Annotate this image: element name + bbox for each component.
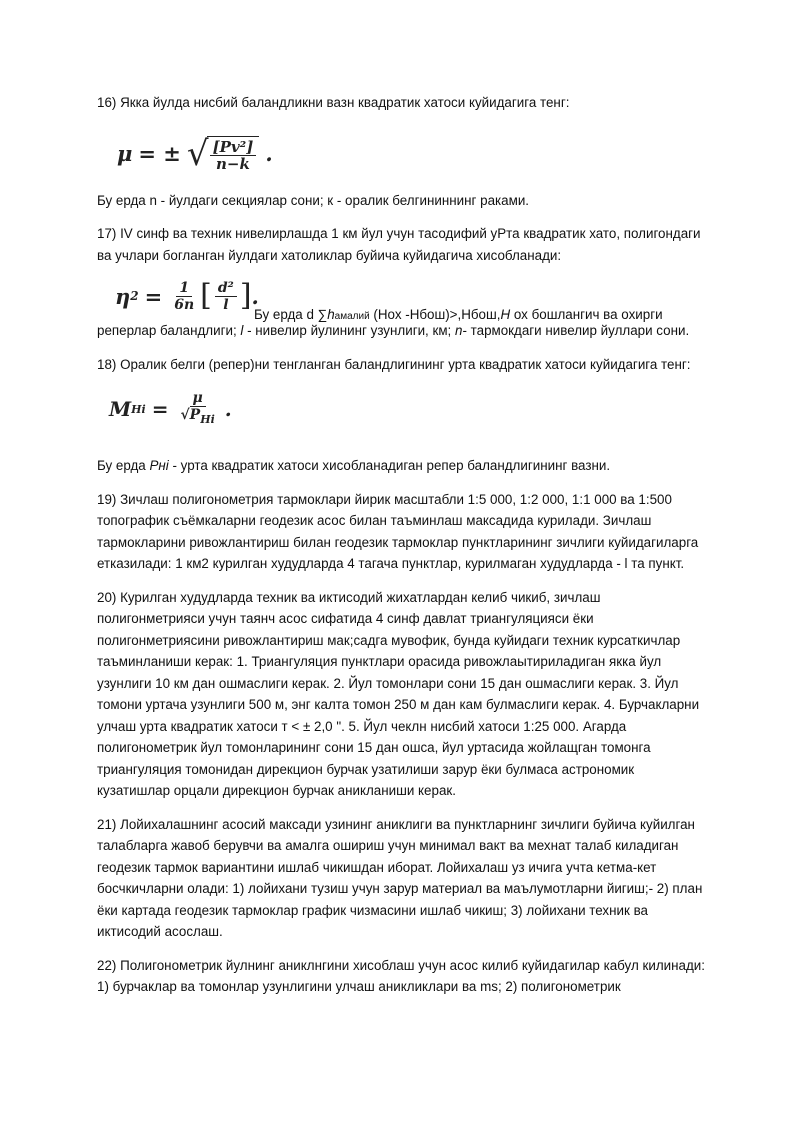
- formula-mhi-eq: =: [151, 397, 169, 421]
- paragraph-16-note: Бу ерда n - йулдаги секциялар сони; к - оралик белгининнинг раками.: [97, 192, 530, 208]
- formula-mu-end: .: [265, 141, 273, 166]
- formula-eta-end: .: [251, 283, 259, 309]
- formula-eta-exp: 2: [130, 289, 139, 303]
- paragraph-22: 22) Полигонометрик йулнинг аниклнгини хисоблаш учун асос килиб куйидагилар кабул килинади: 1) бурчаклар ва томонлар узунлигини улчаш аникликлари ва ms; 2) полигонометрик: [97, 957, 705, 994]
- formula-mhi-lhs: M: [109, 397, 132, 421]
- formula-eta-lhs: η: [115, 283, 131, 309]
- formula-eta-num2: d²: [215, 280, 237, 297]
- formula-mhi-den: √P: [180, 407, 201, 424]
- paragraph-17: 17) IV синф ва техник нивелирлашда 1 км йул учун тасодифий уРта квадратик хато, полигондаги ва учлари богланган йулдаги хатоликлар буйича куйидагича хисобланади:: [97, 226, 701, 263]
- paragraph-20: 20) Курилган худудларда техник ва иктисодий жихатлардан келиб чикиб, зичлаш полигонметрияси учун таянч асос сифатида 4 синф давлат триангуляцияси ёки полигонметриясини ривожлантириш мак;садга мувофик, бунда куйидаги техник курсаткичлар таъминланиши керак: 1. Триангуляция пунктлари орасида ривожлаытириладиган якка йул узунлиги 10 км дан ошмаслиги керак. 2. Йул томонлари сони 15 дан ошмаслиги керак. 3. Йул томони уртача узунлиги 500 м, энг калта томон 250 м дан кам булмаслиги керак. 4. Бурчакларни улчаш урта квадратик хатоси т < ± 2,0 ". 5. Йул чеклн нисбий хатоси 1:25 000. Агарда полигонометрик йул томонларининг сони 15 дан ошса, йул уртасида жойлащган томонга триангуляция томонидан дирекцион бурчак узатилиши зарур ёки булмаса астрономик кузатишлар орцали дирекцион бурчак аникланиши керак.: [97, 589, 700, 798]
- formula-eta-den2: l: [223, 296, 229, 313]
- formula-mu-num: [Pv²]: [210, 139, 257, 156]
- formula-mu-sqrt: [186, 133, 259, 174]
- paragraph-19: 19) Зичлаш полигонометрия тармоклари йирик масштабли 1:5 000, 1:2 000, 1:1 000 ва 1:500 топографик съёмкаларни геодезик асос билан таъминлаш максадида курилади. Зичлаш тармокларини ривожлантириш билан геодезик тармоклар пунктларининг зичлиги куйидагиларга етказилади: 1 км2 курилган худудларда 4 тагача пунктлар, курилмаган худудларда - l та пункт.: [97, 491, 699, 571]
- formula-eta: η 2 = $\frac{1}{6n}$ [ $\frac{\text{d²}}{l}$ ] .: [115, 278, 259, 313]
- formula-mu-eq: = ±: [138, 141, 181, 166]
- paragraph-17-note-line2: реперлар баландлиги; l - нивелир йулининг узунлиги, км; n- тармокдаги нивелир йуллари сони.: [97, 323, 690, 338]
- paragraph-17-note-line1: Бу ерда d ∑hамалий (Нох -Нбош)>,Нбош,Н ох бошлангич ва охирги: [254, 307, 663, 322]
- sqrt-icon: √: [186, 133, 209, 174]
- formula-mhi-lsub: Hi: [131, 402, 146, 416]
- formula-eta-eq: =: [144, 283, 163, 309]
- formula-mhi: [109, 383, 707, 435]
- paragraph-16: 16) Якка йулда нисбий баландликни вазн квадратик хатоси куйидагига тенг:: [97, 95, 570, 110]
- formula-mhi-dsub: Hi: [200, 412, 215, 426]
- paragraph-21: 21) Лойихалашнинг асосий максади узининг аниклиги ва пунктларнинг зичлиги буйича куйилган талабларга жавоб берувчи ва амалга ошириш учун минимал вакт ва мехнат талаб киладиган геодезик тармок вариантини ишлаб чикишдан иборат. Лойихалаш уз ичига учта кетма-кет босчкичларни олади: 1) лойихани тузиш учун зарур материал ва маълумотларни йигиш;- 2) план ёки картада геодезик тармоклар график чизмасини ишлаб чикиш; 3) лойихани техник ва иктисодий асослаш.: [97, 816, 703, 939]
- formula-mhi-end: .: [224, 397, 232, 421]
- paragraph-18-note: Бу ерда Рнi - урта квадратик хатоси хисобланадиган репер баландлигининг вазни.: [97, 458, 611, 473]
- formula-eta-num1: 1: [176, 280, 192, 297]
- formula-mhi-num: μ: [190, 390, 206, 407]
- document-page: [97, 92, 707, 998]
- formula-mu: [117, 130, 707, 178]
- formula-eta-den1: 6n: [174, 296, 195, 313]
- formula-mu-lhs: μ: [117, 141, 133, 166]
- paragraph-18: 18) Оралик белги (репер)ни тенгланган баландлигининг урта квадратик хатоси куйидагига тенг:: [97, 356, 691, 372]
- formula-mu-den: n−k: [216, 154, 250, 173]
